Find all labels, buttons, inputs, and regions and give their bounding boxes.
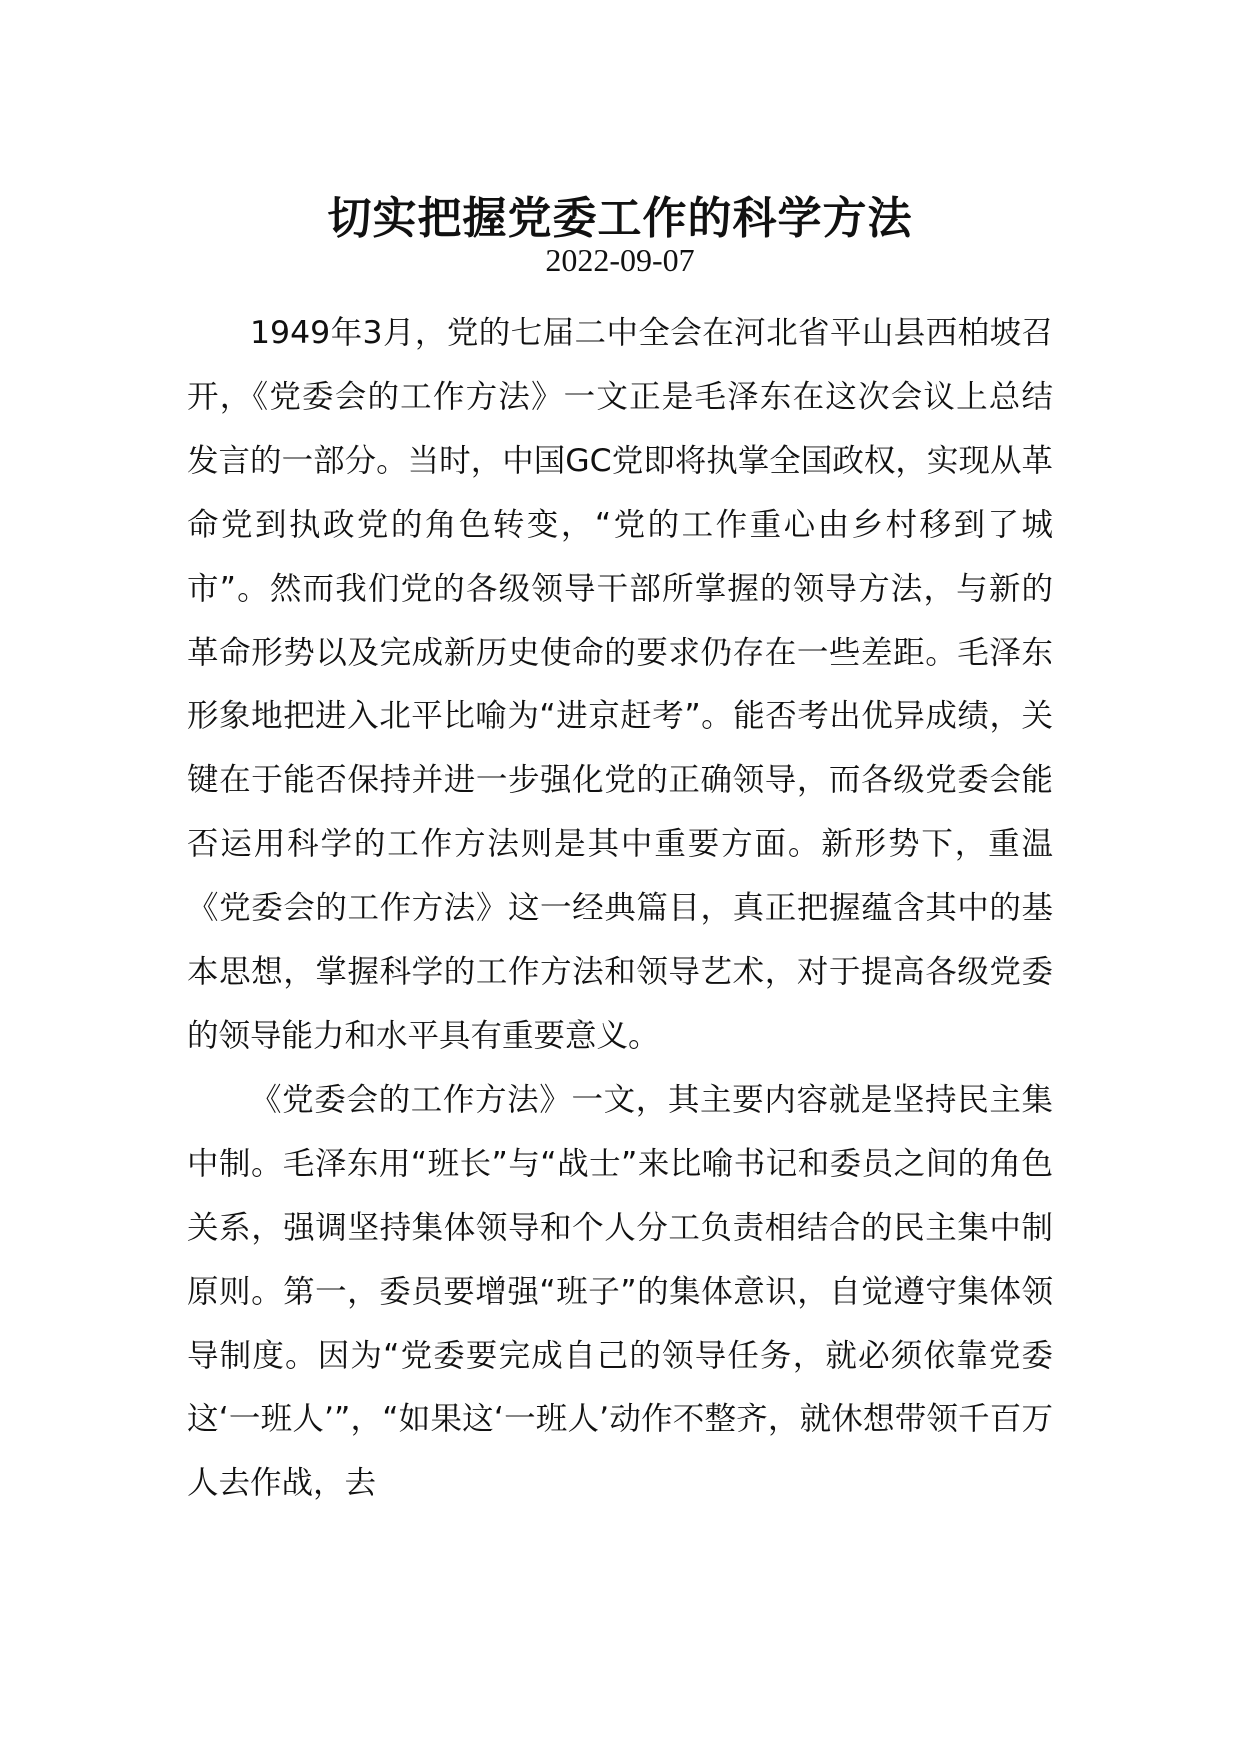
article-body [187,302,1053,1516]
paragraph: 1949年3月，党的七届二中全会在河北省平山县西柏坡召开，《党委会的工作方法》一文正是毛泽东在这次会议上总结发言的一部分。当时，中国GC党即将执掌全国政权，实现从革命党到执政党的角色转变，“党的工作重心由乡村移到了城市”。然而我们党的各级领导干部所掌握的领导方法，与新的革命形势以及完成新历史使命的要求仍存在一些差距。毛泽东形象地把进入北平比喻为“进京赶考”。能否考出优异成绩，关键在于能否保持并进一步强化党的正确领导，而各级党委会能否运用科学的工作方法则是其中重要方面。新形势下，重温《党委会的工作方法》这一经典篇目，真正把握蕴含其中的基本思想，掌握科学的工作方法和领导艺术，对于提高各级党委的领导能力和水平具有重要意义。 [187,315,1053,1054]
document-title: 切实把握党委工作的科学方法 [327,193,913,245]
publish-date: 2022-09-07 [545,242,695,278]
paragraph: 《党委会的工作方法》一文，其主要内容就是坚持民主集中制。毛泽东用“班长”与“战士”来比喻书记和委员之间的角色关系，强调坚持集体领导和个人分工负责相结合的民主集中制原则。第一，委员要增强“班子”的集体意识，自觉遵守集体领导制度。因为“党委要完成自己的领导任务，就必须依靠党委这‘一班人’”，“如果这‘一班人’动作不整齐，就休想带领千百万人去作战，去 [187,1081,1053,1502]
